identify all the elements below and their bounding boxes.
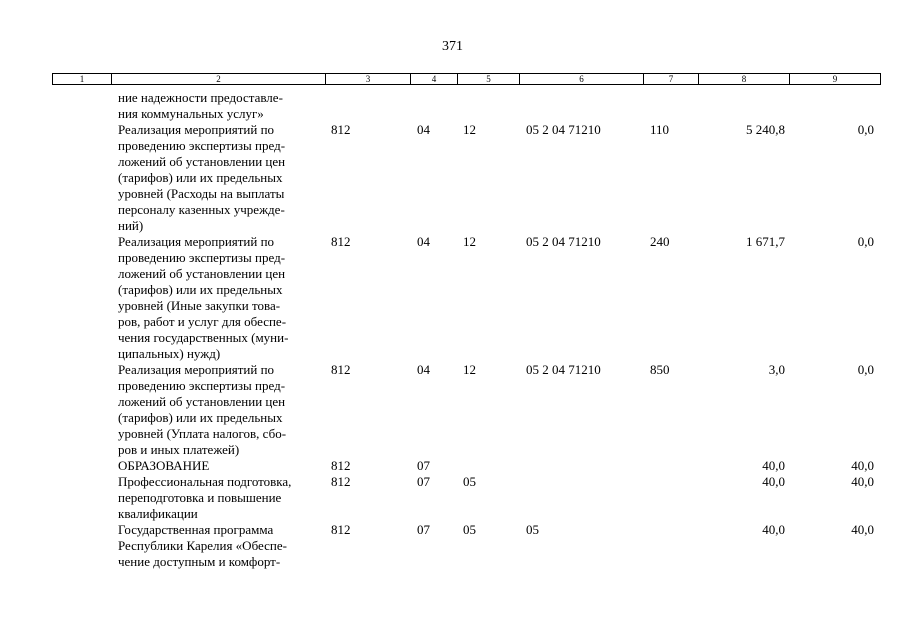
row-name (118, 474, 328, 522)
expense-type-code: 110 (650, 122, 670, 137)
column-header-2: 2 (112, 74, 326, 85)
row-name-line: ров, работ и услуг для обеспе- (118, 314, 287, 329)
target-article-code: 05 2 04 71210 (526, 122, 601, 137)
row-name-line: ров и иных платежей) (118, 442, 240, 457)
column-header-1: 1 (53, 74, 112, 85)
row-name-line: (тарифов) или их предельных (118, 410, 283, 425)
row-name-line: ложений об установлении цен (118, 154, 286, 169)
row-name-line: ложений об установлении цен (118, 394, 286, 409)
row-name (118, 458, 328, 474)
section-code: 04 (417, 234, 430, 249)
row-name (118, 522, 328, 570)
row-name (118, 234, 328, 362)
section-code: 04 (417, 122, 430, 137)
row-name-line: ложений об установлении цен (118, 266, 286, 281)
budget-table-body (0, 90, 905, 570)
amount-year-2: 0,0 (857, 362, 874, 377)
subsection-code: 05 (463, 522, 476, 537)
row-name (118, 90, 328, 122)
column-header-6: 6 (520, 74, 644, 85)
ministry-code: 812 (331, 234, 351, 249)
row-name (118, 362, 328, 458)
column-header-8: 8 (699, 74, 790, 85)
table-row (0, 474, 905, 522)
table-row (0, 458, 905, 474)
row-name-line: Реализация мероприятий по (118, 234, 275, 249)
expense-type-code: 240 (650, 234, 670, 249)
row-name-line: Государственная программа (118, 522, 274, 537)
section-code: 07 (417, 474, 430, 489)
target-article-code: 05 2 04 71210 (526, 234, 601, 249)
row-name-line: уровней (Уплата налогов, сбо- (118, 426, 287, 441)
column-header-9: 9 (790, 74, 881, 85)
column-header-3: 3 (326, 74, 411, 85)
row-name (118, 122, 328, 234)
amount-year-2: 40,0 (851, 522, 874, 537)
table-row (0, 234, 905, 362)
subsection-code: 12 (463, 122, 476, 137)
row-name-line: ний) (118, 218, 144, 233)
amount-year-2: 40,0 (851, 474, 874, 489)
row-name-line: Реализация мероприятий по (118, 362, 275, 377)
target-article-code: 05 2 04 71210 (526, 362, 601, 377)
row-name-line: (тарифов) или их предельных (118, 170, 283, 185)
row-name-line: ОБРАЗОВАНИЕ (118, 458, 210, 473)
expense-type-code: 850 (650, 362, 670, 377)
amount-year-1: 40,0 (762, 522, 785, 537)
row-name-line: Профессиональная подготовка, (118, 474, 292, 489)
row-name-line: проведению экспертизы пред- (118, 250, 286, 265)
row-name-line: квалификации (118, 506, 198, 521)
amount-year-1: 1 671,7 (746, 234, 785, 249)
section-code: 07 (417, 458, 430, 473)
subsection-code: 05 (463, 474, 476, 489)
column-header-4: 4 (411, 74, 458, 85)
column-header-5: 5 (458, 74, 520, 85)
row-name-line: проведению экспертизы пред- (118, 138, 286, 153)
row-name-line: уровней (Расходы на выплаты (118, 186, 285, 201)
amount-year-1: 40,0 (762, 458, 785, 473)
subsection-code: 12 (463, 362, 476, 377)
column-number-header (52, 73, 881, 85)
table-row (0, 122, 905, 234)
table-row (0, 522, 905, 570)
row-name-line: проведению экспертизы пред- (118, 378, 286, 393)
amount-year-1: 40,0 (762, 474, 785, 489)
row-name-line: (тарифов) или их предельных (118, 282, 283, 297)
table-row (0, 90, 905, 122)
ministry-code: 812 (331, 362, 351, 377)
row-name-line: уровней (Иные закупки това- (118, 298, 281, 313)
subsection-code: 12 (463, 234, 476, 249)
row-name-line: ципальных) нужд) (118, 346, 221, 361)
ministry-code: 812 (331, 474, 351, 489)
row-name-line: ния коммунальных услуг» (118, 106, 264, 121)
row-name-line: переподготовка и повышение (118, 490, 282, 505)
row-name-line: ние надежности предоставле- (118, 90, 283, 105)
amount-year-2: 0,0 (857, 122, 874, 137)
row-name-line: чения государственных (муни- (118, 330, 289, 345)
row-name-line: Республики Карелия «Обеспе- (118, 538, 287, 553)
row-name-line: персоналу казенных учрежде- (118, 202, 285, 217)
column-header-7: 7 (644, 74, 699, 85)
row-name-line: чение доступным и комфорт- (118, 554, 281, 569)
amount-year-1: 5 240,8 (746, 122, 785, 137)
amount-year-2: 40,0 (851, 458, 874, 473)
ministry-code: 812 (331, 122, 351, 137)
amount-year-1: 3,0 (768, 362, 785, 377)
target-article-code: 05 (526, 522, 539, 537)
amount-year-2: 0,0 (857, 234, 874, 249)
ministry-code: 812 (331, 522, 351, 537)
ministry-code: 812 (331, 458, 351, 473)
section-code: 04 (417, 362, 430, 377)
table-row (0, 362, 905, 458)
page-number: 371 (442, 39, 463, 54)
row-name-line: Реализация мероприятий по (118, 122, 275, 137)
section-code: 07 (417, 522, 430, 537)
